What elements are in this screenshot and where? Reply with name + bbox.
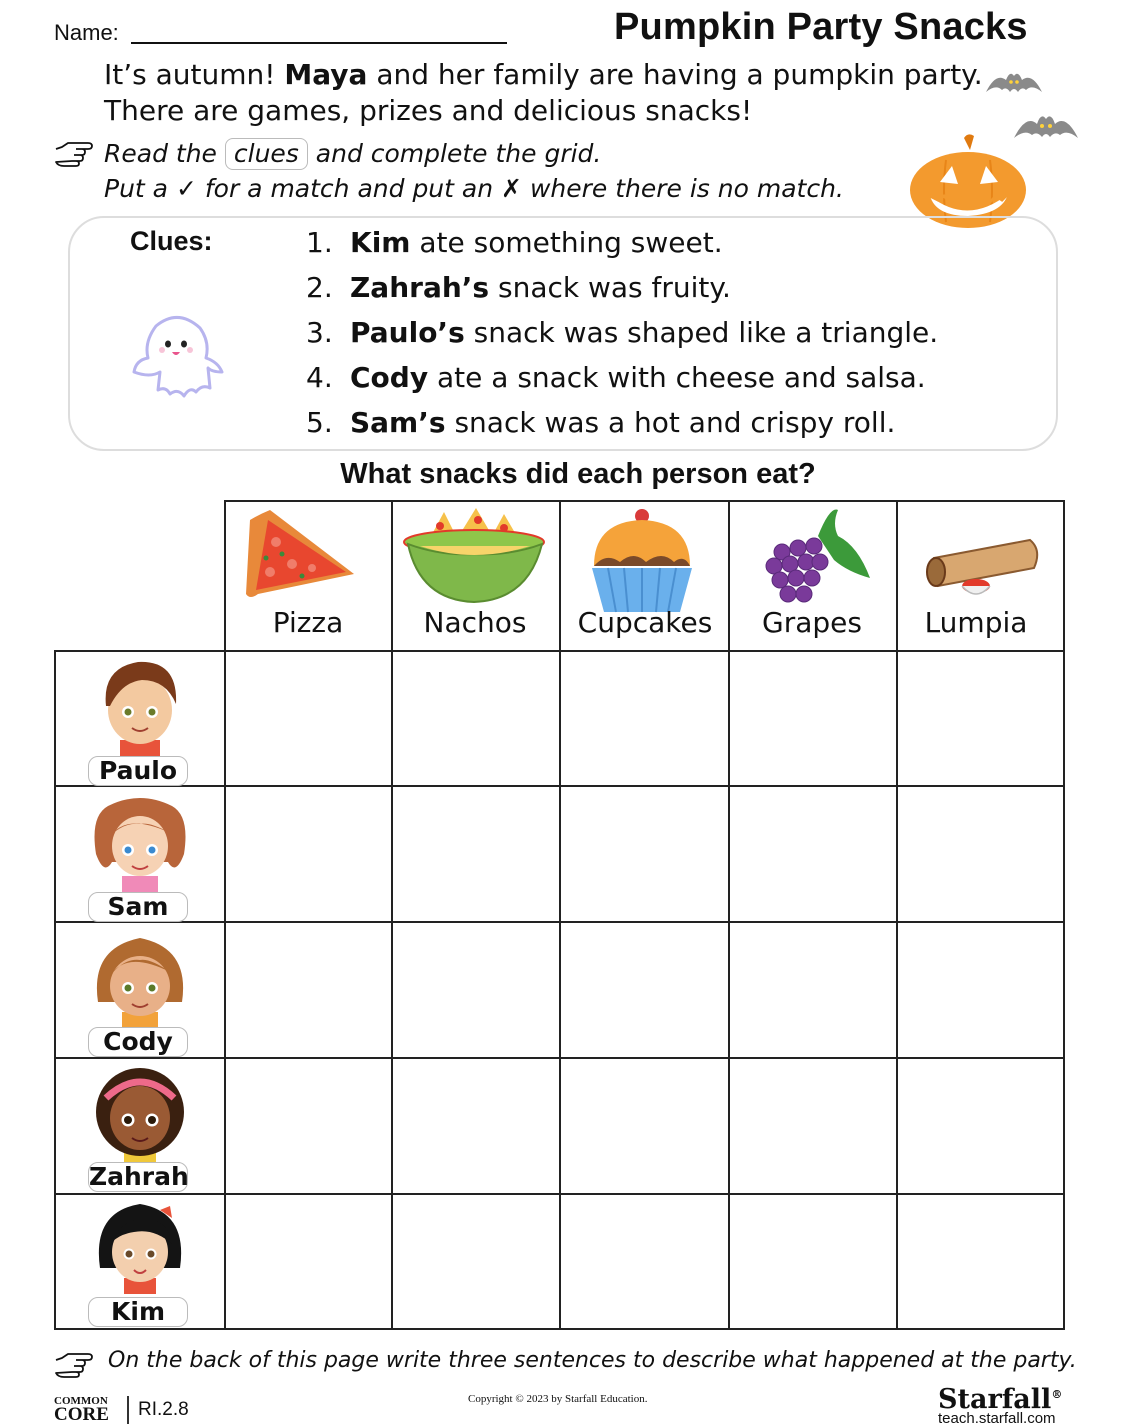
person-label-zahrah: Zahrah [89, 1162, 189, 1191]
clue-item [306, 316, 938, 349]
grid-question: What snacks did each person eat? [340, 458, 816, 490]
ghost-icon [126, 306, 228, 406]
instruction-line-1 [104, 138, 601, 170]
clue-text: ate a snack with cheese and salsa. [428, 361, 926, 394]
avatar-kim [94, 1198, 186, 1294]
x-mark-icon: ✗ [501, 174, 522, 203]
grid-cell[interactable] [226, 1059, 394, 1194]
grid-cell[interactable] [393, 787, 561, 922]
pizza-icon [242, 506, 358, 602]
footer-instruction: On the back of this page write three sentences to describe what happened at the party. [108, 1348, 1077, 1373]
nachos-icon [400, 504, 550, 604]
grid-cell[interactable] [561, 923, 729, 1058]
clue-name: Sam’s [350, 406, 446, 439]
grid-cell[interactable] [393, 652, 561, 787]
divider [127, 1396, 129, 1424]
brand-name: Starfall [938, 1384, 1052, 1415]
clue-number: 3. [306, 316, 333, 349]
clue-number: 4. [306, 361, 333, 394]
clue-item [306, 226, 723, 259]
intro-line-2: There are games, prizes and delicious snacks! [104, 94, 753, 127]
clues-title: Clues: [130, 226, 213, 256]
grid-cell[interactable] [226, 1195, 394, 1330]
cupcake-icon [586, 504, 698, 616]
intro-text: It’s autumn! [104, 58, 285, 91]
clue-text: ate something sweet. [410, 226, 723, 259]
pointing-hand-icon [54, 137, 94, 167]
clue-name: Kim [350, 226, 411, 259]
person-label-sam: Sam [88, 892, 188, 922]
copyright: Copyright © 2023 by Starfall Education. [468, 1393, 648, 1405]
clue-text: snack was shaped like a triangle. [464, 316, 939, 349]
snack-label-grapes: Grapes [762, 606, 862, 639]
clue-item [306, 361, 926, 394]
clue-name: Zahrah’s [350, 271, 490, 304]
instruction-text: and complete the grid. [315, 139, 602, 168]
intro-line-1 [104, 58, 983, 91]
instruction-line-2 [104, 174, 844, 203]
person-label-paulo: Paulo [88, 756, 188, 786]
grid-cell[interactable] [226, 923, 394, 1058]
pointing-hand-icon [54, 1348, 94, 1378]
common-core-text: CORE [54, 1404, 109, 1425]
lumpia-icon [924, 530, 1046, 604]
grid-cell[interactable] [561, 1059, 729, 1194]
grid-cell[interactable] [730, 1195, 898, 1330]
grid-cell[interactable] [898, 652, 1066, 787]
intro-name: Maya [284, 58, 368, 91]
person-label-kim: Kim [88, 1297, 188, 1327]
instruction-text: Read the [104, 139, 217, 168]
grid-cell[interactable] [393, 1195, 561, 1330]
grid-cell[interactable] [730, 787, 898, 922]
common-core-text: COMMON [54, 1395, 108, 1407]
grid-cell[interactable] [561, 787, 729, 922]
grid-cell[interactable] [393, 1059, 561, 1194]
clue-text: snack was fruity. [489, 271, 731, 304]
clue-text: snack was a hot and crispy roll. [445, 406, 896, 439]
grapes-icon [758, 506, 874, 606]
grid-cell[interactable] [898, 1059, 1066, 1194]
avatar-sam [88, 792, 192, 892]
avatar-zahrah [88, 1062, 192, 1166]
intro-text: and her family are having a pumpkin party. [367, 58, 983, 91]
clue-number: 5. [306, 406, 333, 439]
snack-label-lumpia: Lumpia [924, 606, 1028, 639]
person-label-cody: Cody [88, 1027, 188, 1057]
grid-cell[interactable] [561, 1195, 729, 1330]
brand-url[interactable]: teach.starfall.com [938, 1410, 1056, 1426]
clue-item [306, 271, 731, 304]
grid-cell[interactable] [226, 787, 394, 922]
bat-icon [984, 62, 1044, 102]
avatar-cody [90, 928, 190, 1028]
clue-name: Paulo’s [350, 316, 465, 349]
clues-chip: clues [225, 138, 308, 170]
clue-name: Cody [350, 361, 429, 394]
pumpkin-icon [906, 130, 1030, 230]
grid-cell[interactable] [898, 923, 1066, 1058]
common-core-logo [54, 1394, 109, 1425]
clue-item [306, 406, 895, 439]
avatar-paulo [92, 654, 188, 760]
grid-cell[interactable] [898, 787, 1066, 922]
instruction-text: for a match and put an [204, 174, 494, 203]
instruction-text: where there is no match. [529, 174, 844, 203]
clue-number: 2. [306, 271, 333, 304]
snack-label-cupcakes: Cupcakes [577, 606, 713, 639]
name-label: Name: [54, 20, 119, 45]
check-mark-icon: ✓ [175, 174, 197, 203]
snack-label-nachos: Nachos [423, 606, 527, 639]
clue-number: 1. [306, 226, 333, 259]
standard-code: RI.2.8 [138, 1399, 189, 1420]
grid-cell[interactable] [730, 652, 898, 787]
registered-mark: ® [1051, 1388, 1063, 1401]
grid-cell[interactable] [393, 923, 561, 1058]
grid-cell[interactable] [898, 1195, 1066, 1330]
instruction-text: Put a [104, 174, 168, 203]
grid-cell[interactable] [730, 1059, 898, 1194]
page-title: Pumpkin Party Snacks [614, 6, 1028, 48]
name-write-line[interactable] [131, 42, 507, 44]
snack-label-pizza: Pizza [272, 606, 344, 639]
grid-cell[interactable] [730, 923, 898, 1058]
grid-cell[interactable] [561, 652, 729, 787]
grid-cell[interactable] [226, 652, 394, 787]
